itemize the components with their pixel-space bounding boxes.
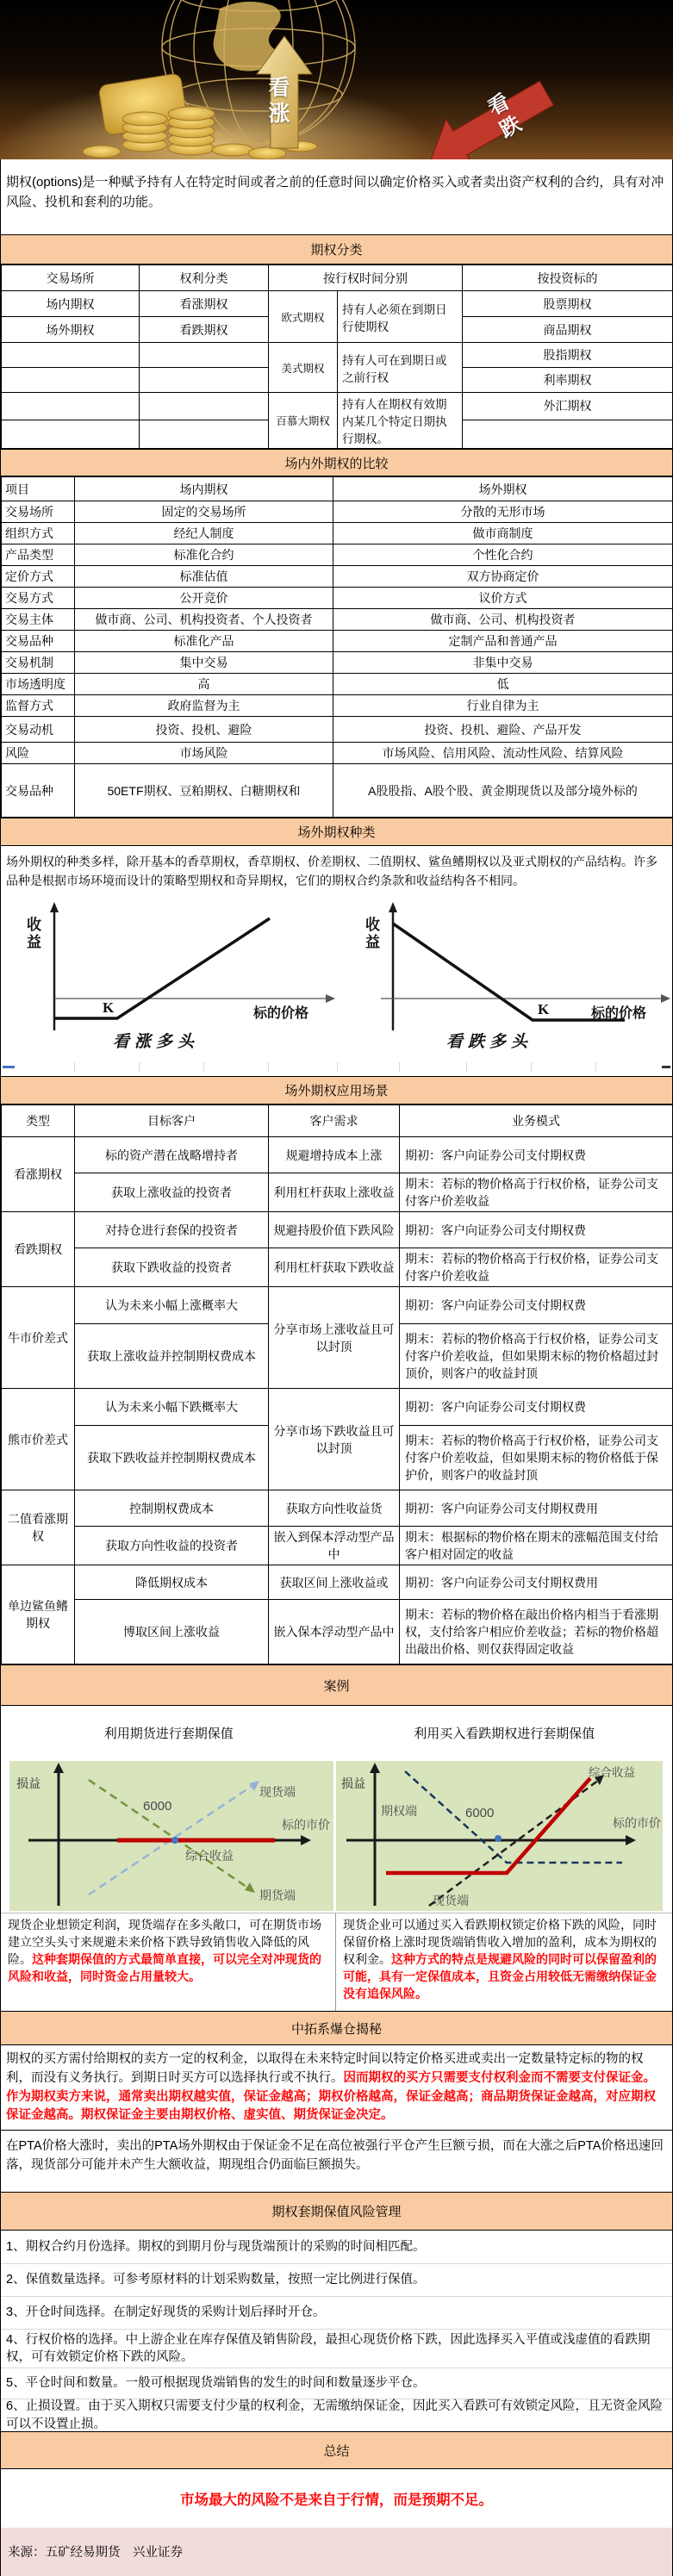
cell: 看涨期权	[140, 291, 269, 317]
cell: 做市商制度	[333, 523, 673, 544]
combined-line	[386, 1778, 590, 1873]
cell: 获取下跌收益的投资者	[75, 1248, 269, 1287]
scenario-table	[1, 1104, 673, 1664]
table-row	[2, 674, 673, 695]
hedge-label: 期货端	[259, 1888, 296, 1902]
cell: 获取下跌收益并控制期权费成本	[75, 1426, 269, 1490]
cell	[2, 343, 140, 368]
cell: 分散的无形市场	[333, 501, 673, 523]
table-row	[2, 566, 673, 588]
table-row	[2, 501, 673, 523]
cell: 场外期权	[2, 317, 140, 343]
cell	[2, 368, 140, 393]
intro-paragraph: 期权(options)是一种赋予持有人在特定时间或者之前的任意时间以确定价格买入或者卖出资产权利的合约，具有对冲风险、投机和套利的功能。	[6, 175, 664, 210]
cell: 认为未来小幅下跌概率大	[75, 1389, 269, 1426]
cell	[140, 393, 269, 420]
cell: 期末：若标的物价格高于行权价格，证券公司支付客户价差收益，但如果期末标的物价格低于保护价，则客户的收益封顶	[400, 1426, 673, 1490]
cell: 非集中交易	[333, 652, 673, 674]
table-row	[2, 544, 673, 566]
table-header-row	[2, 1105, 673, 1137]
cell: 获取上涨收益并控制期权费成本	[75, 1324, 269, 1389]
section-title: 中拓系爆仓揭秘	[290, 2021, 382, 2037]
cell: 低	[333, 674, 673, 695]
cell: 利用杠杆获取下跌收益	[269, 1248, 400, 1287]
cell: 定价方式	[2, 566, 75, 588]
table-row	[2, 291, 673, 317]
list-item: 1、期权合约月份选择。期权的到期月份与现货端预计的采购的时间相匹配。	[1, 2231, 672, 2264]
cell: 期初：客户向证券公司支付期权费	[400, 1389, 673, 1426]
list-item: 2、保值数量选择。可参考原材料的计划采购数量，按照一定比例进行保值。	[1, 2264, 672, 2297]
case-text-red: 这种套期保值的方式最简单直接，可以完全对冲现货的风险和收益，同时资金占用量较大。	[8, 1951, 321, 1983]
header-cell: 按行权时间分别	[269, 265, 463, 291]
cell: 期初：客户向证券公司支付期权费用	[400, 1565, 673, 1600]
case-texts	[1, 1913, 672, 2011]
section-band-scenarios	[1, 1076, 672, 1104]
section-title: 总结	[323, 2443, 350, 2459]
payoff-line	[54, 918, 270, 1018]
option-hedge-plot	[336, 1761, 663, 1911]
cell	[140, 420, 269, 448]
options-case-text	[336, 1913, 672, 2011]
cell: 控制期权费成本	[75, 1490, 269, 1527]
chart-caption: 看跌多头	[446, 1033, 533, 1051]
cell: 获取上涨收益的投资者	[75, 1173, 269, 1212]
table-row	[2, 523, 673, 544]
source-text: 来源：五矿经易期货 兴业证券	[8, 2546, 183, 2560]
y-axis-label: 收益	[24, 917, 41, 951]
cell: 看跌期权	[140, 317, 269, 343]
cell: 交易场所	[2, 501, 75, 523]
cell: 分享市场下跌收益且可以封顶	[269, 1389, 400, 1490]
cell: 期末：根据标的物价格在期末的涨幅范围支付给客户相对固定的收益	[400, 1527, 673, 1565]
cell: 双方协商定价	[333, 566, 673, 588]
risk-management-list	[1, 2231, 672, 2431]
table-row	[2, 588, 673, 609]
cell: 产品类型	[2, 544, 75, 566]
strike-label: K	[538, 1001, 550, 1017]
section-title: 场外期权应用场景	[284, 1084, 389, 1098]
table-header-row	[2, 477, 673, 501]
otc-types-paragraph: 场外期权的种类多样，除开基本的香草期权，香草期权、价差期权、二值期权、鲨鱼鳍期权以及亚式期权的产品结构。许多品种是根据市场环境而设计的策略型期权和奇异期权，它们的期权合约条款和收益结构各不相同。	[6, 855, 657, 887]
spot-label: 现货端	[433, 1894, 469, 1907]
futures-case-text	[1, 1913, 336, 2011]
hero-image	[0, 0, 673, 159]
cell: 持有人可在到期日或之前行权	[338, 343, 463, 393]
hero-illustration	[0, 0, 673, 159]
section-band-zhongtuo	[1, 2011, 672, 2045]
table-row	[2, 717, 673, 743]
grid-dash	[3, 1066, 15, 1068]
cell: 定制产品和普通产品	[333, 631, 673, 652]
cell: 期初：客户向证券公司支付期权费用	[400, 1490, 673, 1527]
cell: 嵌入保本浮动型产品中	[269, 1600, 400, 1664]
table-row	[2, 609, 673, 631]
cell: 标准化合约	[75, 544, 333, 566]
bearish-label: 看跌	[480, 90, 526, 146]
section-title: 场外期权种类	[297, 825, 376, 840]
cell: 交易方式	[2, 588, 75, 609]
cell: 经纪人制度	[75, 523, 333, 544]
cell: 规避增持成本上涨	[269, 1137, 400, 1173]
cell: 期末：若标的物价格高于行权价格，证券公司支付客户价差收益，但如果期末标的物价格超过封顶价，则客户的收益封顶	[400, 1324, 673, 1389]
header-cell: 权利分类	[140, 265, 269, 291]
cell: 标的资产潜在战略增持者	[75, 1137, 269, 1173]
table-row	[2, 764, 673, 818]
case-title-futures: 利用期货进行套期保值	[103, 1726, 234, 1741]
cell: 高	[75, 674, 333, 695]
table-row	[2, 343, 673, 368]
paragraph-red: 因而期权的买方只需要支付权利金而不需要支付保证金。作为期权卖方来说，通常卖出期权越实值，保证金越高；期权价格越高，保证金越高；商品期货保证金越高，对应期权保证金越高。期权保证金主要由期权价格、虚实值、期货保证金决定。	[6, 2070, 656, 2123]
section-title: 期权分类	[310, 243, 363, 258]
table-row	[2, 1173, 673, 1212]
table-row	[2, 1600, 673, 1664]
cell: 股指期权	[463, 343, 673, 368]
case-charts	[1, 1759, 672, 1913]
payoff-diagrams	[1, 899, 672, 1059]
cell: 个性化合约	[333, 544, 673, 566]
cell	[463, 420, 673, 448]
zhongtuo-paragraph-1	[1, 2045, 672, 2130]
table-row	[2, 1287, 673, 1324]
list-item: 3、开仓时间选择。在制定好现货的采购计划后择时开仓。	[1, 2297, 672, 2330]
cell: 期末：若标的物价格高于行权价格，证券公司支付客户价差收益	[400, 1248, 673, 1287]
y-axis-label: 损益	[341, 1776, 365, 1790]
cell: 降低期权成本	[75, 1565, 269, 1600]
header-cell: 客户需求	[269, 1105, 400, 1137]
list-item: 4、行权价格的选择。中上游企业在库存保值及销售阶段，最担心现货价格下跌，因此选择买入平值或浅虚值的看跌期权，可有效锁定价格下跌的风险。	[1, 2330, 672, 2368]
cell	[2, 420, 140, 448]
cell	[140, 343, 269, 368]
zhongtuo-paragraph-2: 在PTA价格大涨时，卖出的PTA场外期权由于保证金不足在高位被强行平仓产生巨额亏损，而在大涨之后PTA价格迅速回落，现货部分可能并未产生大额收益，期现组合仍面临巨额损失。	[1, 2130, 672, 2192]
case-text-black: 现货企业想锁定利润，现货端存在多头敞口，可在期货市场建立空头头寸来规避未来价格下跌导致销售收入降低的风险。	[8, 1918, 321, 1966]
table-header-row	[2, 265, 673, 291]
cell: 投资、投机、避险、产品开发	[333, 717, 673, 743]
case-text-black: 现货企业可以通过买入看跌期权锁定价格下跌的风险，同时保留价格上涨时现货端销售收入增加的盈利，成本为期权的权利金。	[343, 1918, 657, 1966]
type-cell: 牛市价差式	[2, 1287, 75, 1389]
type-cell: 熊市价差式	[2, 1389, 75, 1490]
header-cell: 按投资标的	[463, 265, 673, 291]
type-cell: 看跌期权	[2, 1212, 75, 1287]
x-axis-label: 标的价格	[591, 1006, 647, 1021]
cell: 对持仓进行套保的投资者	[75, 1212, 269, 1248]
cell: 标准估值	[75, 566, 333, 588]
cell: 外汇期权	[463, 393, 673, 420]
type-cell: 看涨期权	[2, 1137, 75, 1212]
option-hedge-chart	[336, 1761, 663, 1911]
cell: 期初：客户向证券公司支付期权费	[400, 1137, 673, 1173]
y-axis-label: 收益	[363, 917, 379, 951]
cell: 股票期权	[463, 291, 673, 317]
section-band-comparison	[1, 449, 672, 476]
cell: 认为未来小幅上涨概率大	[75, 1287, 269, 1324]
option-line	[405, 1771, 622, 1863]
futures-hedge-chart	[9, 1761, 333, 1911]
type-cell: 单边鲨鱼鳍期权	[2, 1565, 75, 1664]
cell: 固定的交易场所	[75, 501, 333, 523]
case-title-options: 利用买入看跌期权进行套期保值	[414, 1726, 595, 1741]
cell: 获取区间上涨收益或	[269, 1565, 400, 1600]
table-row	[2, 1137, 673, 1173]
cell: 获取方向性收益的投资者	[75, 1527, 269, 1565]
cell: 监督方式	[2, 695, 75, 717]
case-titles	[1, 1706, 672, 1759]
x-axis-label: 标的价格	[253, 1006, 309, 1021]
section-band-summary	[1, 2431, 672, 2469]
header-cell: 交易场所	[2, 265, 140, 291]
futures-line	[89, 1780, 249, 1888]
cell	[140, 368, 269, 393]
x-axis-label: 标的市价	[613, 1816, 661, 1830]
cell: 持有人必须在到期日行使期权	[338, 291, 463, 343]
cell: 集中交易	[75, 652, 333, 674]
summary-statement	[1, 2469, 672, 2528]
cell: 利用杠杆获取上涨收益	[269, 1173, 400, 1212]
cell: 期末：若标的物价格高于行权价格，证券公司支付客户价差收益	[400, 1173, 673, 1212]
price-point	[495, 1835, 502, 1842]
cell: 做市商、公司、机构投资者、个人投资者	[75, 609, 333, 631]
cell: 交易主体	[2, 609, 75, 631]
list-item: 5、平仓时间和数量。一般可根据现货端销售的发生的时间和数量逐步平仓。	[1, 2368, 672, 2399]
bullish-label: 看涨	[265, 76, 290, 128]
combined-label: 综合收益	[185, 1849, 234, 1863]
classification-table	[1, 264, 673, 449]
cell: 商品期权	[463, 317, 673, 343]
table-row	[2, 1212, 673, 1248]
cell: 议价方式	[333, 588, 673, 609]
cell: 风险	[2, 743, 75, 764]
table-row	[2, 1490, 673, 1527]
price-label: 6000	[465, 1806, 495, 1820]
section-title: 案例	[323, 1678, 350, 1694]
cell: 博取区间上涨收益	[75, 1600, 269, 1664]
cell: 市场风险、信用风险、流动性风险、结算风险	[333, 743, 673, 764]
cell: 交易动机	[2, 717, 75, 743]
cell: 利率期权	[463, 368, 673, 393]
cell: 百慕大期权	[269, 393, 338, 449]
header-cell: 场外期权	[333, 477, 673, 501]
sheet-content	[0, 159, 673, 2576]
header-cell: 项目	[2, 477, 75, 501]
cell: 市场透明度	[2, 674, 75, 695]
cell: 市场风险	[75, 743, 333, 764]
header-cell: 业务模式	[400, 1105, 673, 1137]
strike-label: K	[103, 999, 115, 1016]
long-call-chart	[1, 899, 336, 1059]
section-band-otc-types	[1, 818, 672, 846]
cell: 50ETF期权、豆粕期权、白糖期权和	[75, 764, 333, 818]
cell: 做市商、公司、机构投资者	[333, 609, 673, 631]
section-band-risk-mgmt	[1, 2192, 672, 2231]
cell: 持有人在期权有效期内某几个特定日期执行期权。	[338, 393, 463, 449]
cell: 标准化产品	[75, 631, 333, 652]
cell: 分享市场上涨收益且可以封顶	[269, 1287, 400, 1389]
cell: 获取方向性收益货	[269, 1490, 400, 1527]
summary-text: 市场最大的风险不是来自于行情，而是预期不足。	[180, 2492, 493, 2508]
cell: A股股指、A股个股、黄金期现货以及部分境外标的	[333, 764, 673, 818]
case-text-red: 这种方式的特点是规避风险的同时可以保留盈利的可能，具有一定保值成本，且资金占用较低无需缴纳保证金没有追保风险。	[343, 1951, 657, 2000]
table-row	[2, 1389, 673, 1426]
spot-label: 现货端	[259, 1785, 296, 1799]
grid-dash	[662, 1066, 670, 1068]
cell: 场内期权	[2, 291, 140, 317]
payoff-line	[393, 924, 625, 1020]
combined-label: 综合收益	[589, 1766, 635, 1779]
table-row	[2, 743, 673, 764]
section-title: 期权套期保值风险管理	[271, 2205, 402, 2219]
cell: 公开竞价	[75, 588, 333, 609]
table-row	[2, 1527, 673, 1565]
cell: 投资、投机、避险	[75, 717, 333, 743]
cell: 规避持股价值下跌风险	[269, 1212, 400, 1248]
header-cell: 场内期权	[75, 477, 333, 501]
cell: 交易品种	[2, 631, 75, 652]
table-row	[2, 393, 673, 420]
cell: 期初：客户向证券公司支付期权费	[400, 1287, 673, 1324]
cell: 交易机制	[2, 652, 75, 674]
section-band-classification	[1, 234, 672, 264]
cell: 行业自律为主	[333, 695, 673, 717]
x-axis-label: 标的市价	[282, 1818, 330, 1832]
table-row	[2, 652, 673, 674]
cell: 交易品种	[2, 764, 75, 818]
gridline-strip	[1, 1059, 672, 1076]
source-footer	[1, 2528, 672, 2576]
cell: 欧式期权	[269, 291, 338, 343]
price-label: 6000	[143, 1799, 172, 1814]
cell: 组织方式	[2, 523, 75, 544]
cell	[2, 393, 140, 420]
chart-caption: 看涨多头	[113, 1033, 200, 1051]
header-cell: 类型	[2, 1105, 75, 1137]
list-item: 6、止损设置。由于买入期权只需要支付少量的权利金，无需缴纳保证金，因此买入看跌可有效锁定风险，且无资金风险可以不设置止损。	[6, 2399, 664, 2431]
table-row	[2, 1565, 673, 1600]
section-title: 场内外期权的比较	[284, 456, 389, 471]
table-row	[2, 695, 673, 717]
comparison-table	[1, 476, 673, 818]
section-band-cases	[1, 1664, 672, 1706]
hedge-label: 期权端	[381, 1804, 417, 1818]
cell: 嵌入到保本浮动型产品中	[269, 1527, 400, 1565]
type-cell: 二值看涨期权	[2, 1490, 75, 1565]
paragraph-black: 期权的买方需付给期权的卖方一定的权利金，以取得在未来特定时间以特定价格买进或卖出一定数量特定标的物的权利，而没有义务执行。到期日时买方可以选择执行或不执行。	[6, 2052, 644, 2085]
y-axis-label: 损益	[16, 1776, 41, 1790]
cell: 政府监督为主	[75, 695, 333, 717]
long-put-chart	[336, 899, 672, 1059]
cell: 期初：客户向证券公司支付期权费	[400, 1212, 673, 1248]
table-row	[2, 631, 673, 652]
price-point	[171, 1837, 178, 1844]
header-cell: 目标客户	[75, 1105, 269, 1137]
cell: 期末：若标的物价格在敲出价格内相当于看涨期权，支付给客户相应价差收益；若标的物价格超出敲出价格、则仅获得固定收益	[400, 1600, 673, 1664]
table-row	[2, 1248, 673, 1287]
cell: 美式期权	[269, 343, 338, 393]
